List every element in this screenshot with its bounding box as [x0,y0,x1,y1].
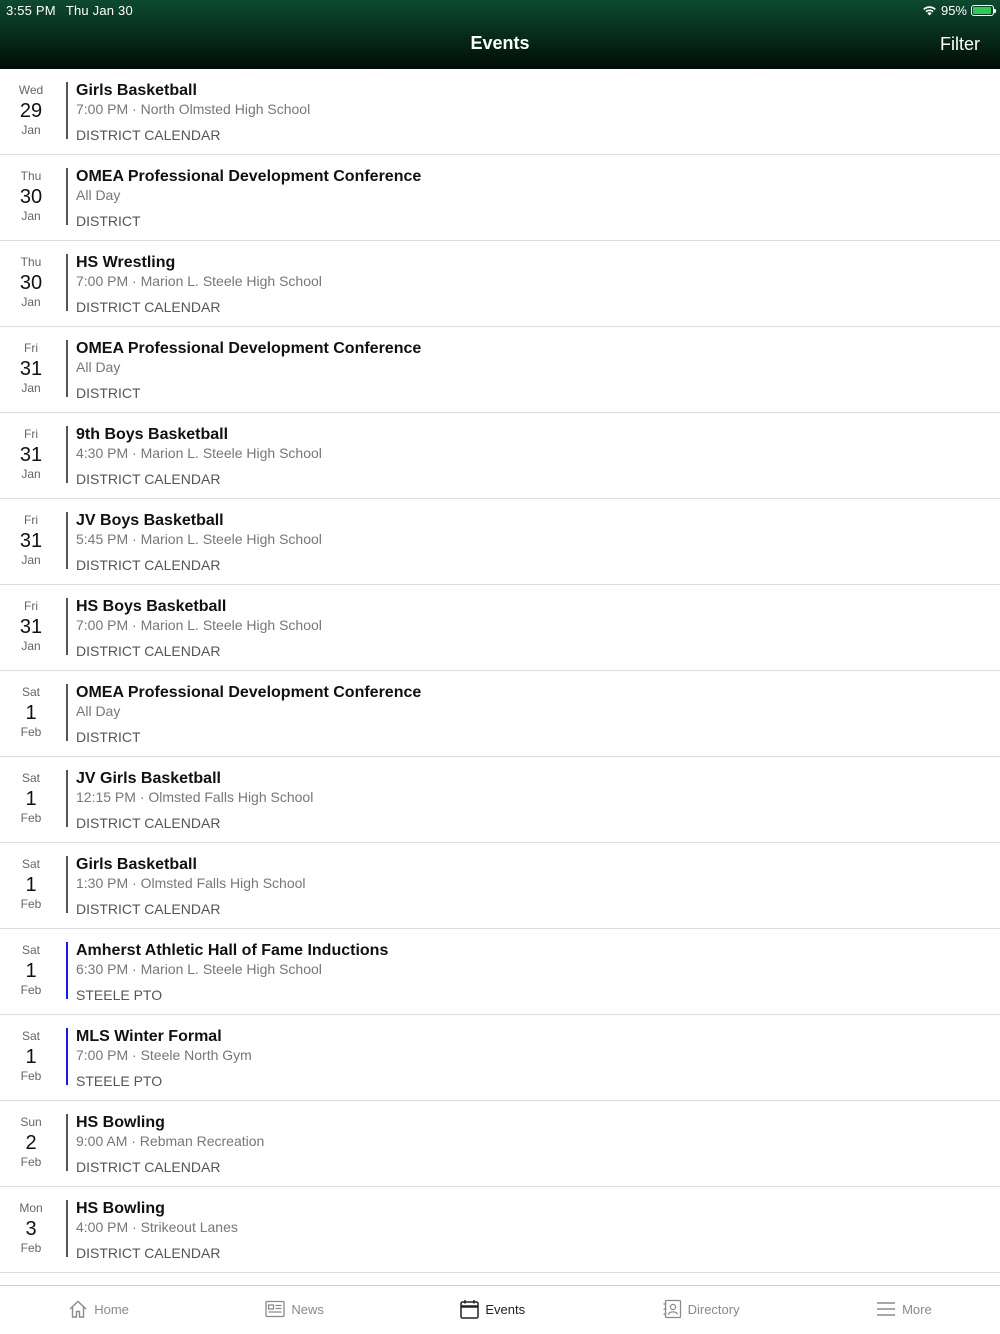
event-title: HS Bowling [76,1200,165,1217]
event-weekday: Wed [18,83,44,97]
event-info [76,81,310,144]
event-row[interactable] [0,155,1000,241]
event-day: 1 [25,960,37,982]
event-title: OMEA Professional Development Conference [76,684,422,701]
event-calendar-name: DISTRICT [76,729,141,745]
event-month: Feb [20,1155,42,1169]
event-row[interactable] [0,413,1000,499]
event-row[interactable] [0,1101,1000,1187]
event-calendar-name: DISTRICT CALENDAR [76,643,221,659]
calendar-color-bar [66,340,68,397]
status-date: Thu Jan 30 [65,3,133,18]
filter-button[interactable]: Filter [940,34,980,54]
tab-label: Home [94,1301,129,1317]
calendar-color-bar [66,770,68,827]
event-month: Jan [21,467,41,481]
event-date [0,513,62,567]
event-month: Feb [20,1069,42,1083]
event-title: OMEA Professional Development Conference [76,340,422,357]
event-info [76,1199,238,1262]
event-month: Jan [21,295,41,309]
event-date [0,771,62,825]
event-weekday: Mon [19,1201,43,1215]
event-weekday: Sat [21,685,40,699]
calendar-color-bar [66,82,68,139]
event-row[interactable] [0,241,1000,327]
calendar-icon [460,1299,479,1319]
event-calendar-name: DISTRICT [76,213,141,229]
event-title: Amherst Athletic Hall of Fame Inductions [76,942,389,959]
event-day: 1 [25,874,37,896]
event-time-location: 7:00 PM · North Olmsted High School [76,101,311,117]
tab-more[interactable] [876,1301,932,1319]
event-row[interactable] [0,671,1000,757]
event-month: Jan [21,381,41,395]
event-month: Feb [20,1241,42,1255]
event-month: Jan [21,209,41,223]
event-time-location: 7:00 PM · Steele North Gym [76,1047,252,1063]
event-title: HS Boys Basketball [76,598,227,615]
event-date [0,857,62,911]
event-info [76,253,322,316]
tab-bar [0,1285,1000,1334]
event-calendar-name: DISTRICT CALENDAR [76,1159,221,1175]
event-date [0,427,62,481]
event-time-location: All Day [76,359,121,375]
event-date [0,1201,62,1255]
event-day: 31 [19,616,43,638]
event-day: 1 [25,788,37,810]
event-time-location: 6:30 PM · Marion L. Steele High School [76,961,322,977]
event-row[interactable] [0,499,1000,585]
event-title: MLS Winter Formal [76,1028,222,1045]
event-weekday: Fri [24,513,38,527]
event-month: Feb [20,897,42,911]
event-row[interactable] [0,585,1000,671]
tab-label: News [291,1301,324,1317]
event-time-location: 4:30 PM · Marion L. Steele High School [76,445,322,461]
event-day: 2 [25,1132,37,1154]
event-month: Feb [20,725,42,739]
event-date [0,341,62,395]
event-title: 9th Boys Basketball [76,426,229,443]
event-calendar-name: DISTRICT [76,385,141,401]
event-time-location: 12:15 PM · Olmsted Falls High School [76,789,314,805]
event-weekday: Sat [21,771,40,785]
event-day: 31 [19,444,43,466]
event-weekday: Sat [21,857,40,871]
calendar-color-bar [66,684,68,741]
event-time-location: All Day [76,703,121,719]
event-calendar-name: DISTRICT CALENDAR [76,901,221,917]
event-time-location: 5:45 PM · Marion L. Steele High School [76,531,322,547]
page-title: Events [470,33,530,53]
event-time-location: All Day [76,187,121,203]
event-calendar-name: STEELE PTO [76,987,163,1003]
status-time: 3:55 PM [6,3,56,18]
event-calendar-name: DISTRICT CALENDAR [76,1245,221,1261]
calendar-color-bar [66,426,68,483]
event-row[interactable] [0,1015,1000,1101]
app-header [0,0,1000,69]
event-calendar-name: DISTRICT CALENDAR [76,557,221,573]
event-info [76,941,388,1004]
event-title: HS Bowling [76,1114,165,1131]
event-day: 30 [19,186,43,208]
battery-fill [973,7,991,14]
event-title: JV Girls Basketball [76,770,221,787]
event-info [76,769,313,832]
event-date [0,943,62,997]
event-info [76,339,421,402]
tab-directory[interactable] [662,1299,740,1321]
event-row[interactable] [0,843,1000,929]
tab-news[interactable] [265,1300,324,1320]
directory-icon [662,1299,682,1319]
events-list[interactable] [0,69,1000,1285]
event-row[interactable] [0,929,1000,1015]
event-month: Jan [21,123,41,137]
tab-home[interactable] [68,1299,129,1321]
event-info [76,597,322,660]
tab-label: Events [485,1301,526,1317]
event-calendar-name: STEELE PTO [76,1073,163,1089]
tab-label: Directory [687,1301,740,1317]
event-day: 31 [19,358,43,380]
event-info [76,855,306,918]
battery-percent: 95% [940,2,967,18]
event-weekday: Sun [20,1115,42,1129]
event-calendar-name: DISTRICT CALENDAR [76,127,221,143]
event-month: Feb [20,983,42,997]
event-calendar-name: DISTRICT CALENDAR [76,299,221,315]
event-date [0,1115,62,1169]
event-time-location: 9:00 AM · Rebman Recreation [76,1133,265,1149]
event-calendar-name: DISTRICT CALENDAR [76,471,221,487]
calendar-color-bar [66,254,68,311]
event-date [0,255,62,309]
event-weekday: Sat [21,943,40,957]
event-weekday: Fri [24,427,38,441]
event-date [0,685,62,739]
calendar-color-bar [66,598,68,655]
event-info [76,683,421,746]
event-time-location: 4:00 PM · Strikeout Lanes [76,1219,238,1235]
event-title: Girls Basketball [76,856,197,873]
calendar-color-bar [66,168,68,225]
event-info [76,1027,252,1090]
menu-icon [876,1301,896,1317]
event-time-location: 1:30 PM · Olmsted Falls High School [76,875,306,891]
calendar-color-bar [66,512,68,569]
event-title: OMEA Professional Development Conference [76,168,422,185]
event-date [0,83,62,137]
calendar-color-bar [66,942,68,999]
calendar-color-bar [66,1028,68,1085]
event-row[interactable] [0,69,1000,155]
calendar-color-bar [66,1200,68,1257]
event-row[interactable] [0,1187,1000,1273]
event-row[interactable] [0,327,1000,413]
event-title: Girls Basketball [76,82,197,99]
event-info [76,1113,264,1176]
event-info [76,425,322,488]
news-icon [265,1300,285,1318]
event-time-location: 7:00 PM · Marion L. Steele High School [76,617,322,633]
tab-label: More [902,1301,932,1317]
event-info [76,511,322,574]
wifi-icon [922,5,937,16]
event-title: JV Boys Basketball [76,512,224,529]
event-day: 1 [25,1046,37,1068]
event-day: 1 [25,702,37,724]
event-info [76,167,421,230]
battery-icon [971,5,994,16]
event-day: 31 [19,530,43,552]
event-row[interactable] [0,757,1000,843]
event-date [0,169,62,223]
home-icon [68,1299,88,1319]
status-bar-left [6,3,133,18]
calendar-color-bar [66,856,68,913]
event-day: 30 [19,272,43,294]
event-month: Jan [21,639,41,653]
event-weekday: Sat [21,1029,40,1043]
event-time-location: 7:00 PM · Marion L. Steele High School [76,273,322,289]
status-bar-right [922,2,994,18]
event-weekday: Thu [20,255,42,269]
event-date [0,1029,62,1083]
calendar-color-bar [66,1114,68,1171]
event-weekday: Thu [20,169,42,183]
event-weekday: Fri [24,599,38,613]
event-title: HS Wrestling [76,254,176,271]
event-month: Jan [21,553,41,567]
event-month: Feb [20,811,42,825]
event-day: 3 [25,1218,37,1240]
event-day: 29 [19,100,43,122]
tab-events[interactable] [460,1299,525,1321]
event-date [0,599,62,653]
event-weekday: Fri [24,341,38,355]
event-calendar-name: DISTRICT CALENDAR [76,815,221,831]
